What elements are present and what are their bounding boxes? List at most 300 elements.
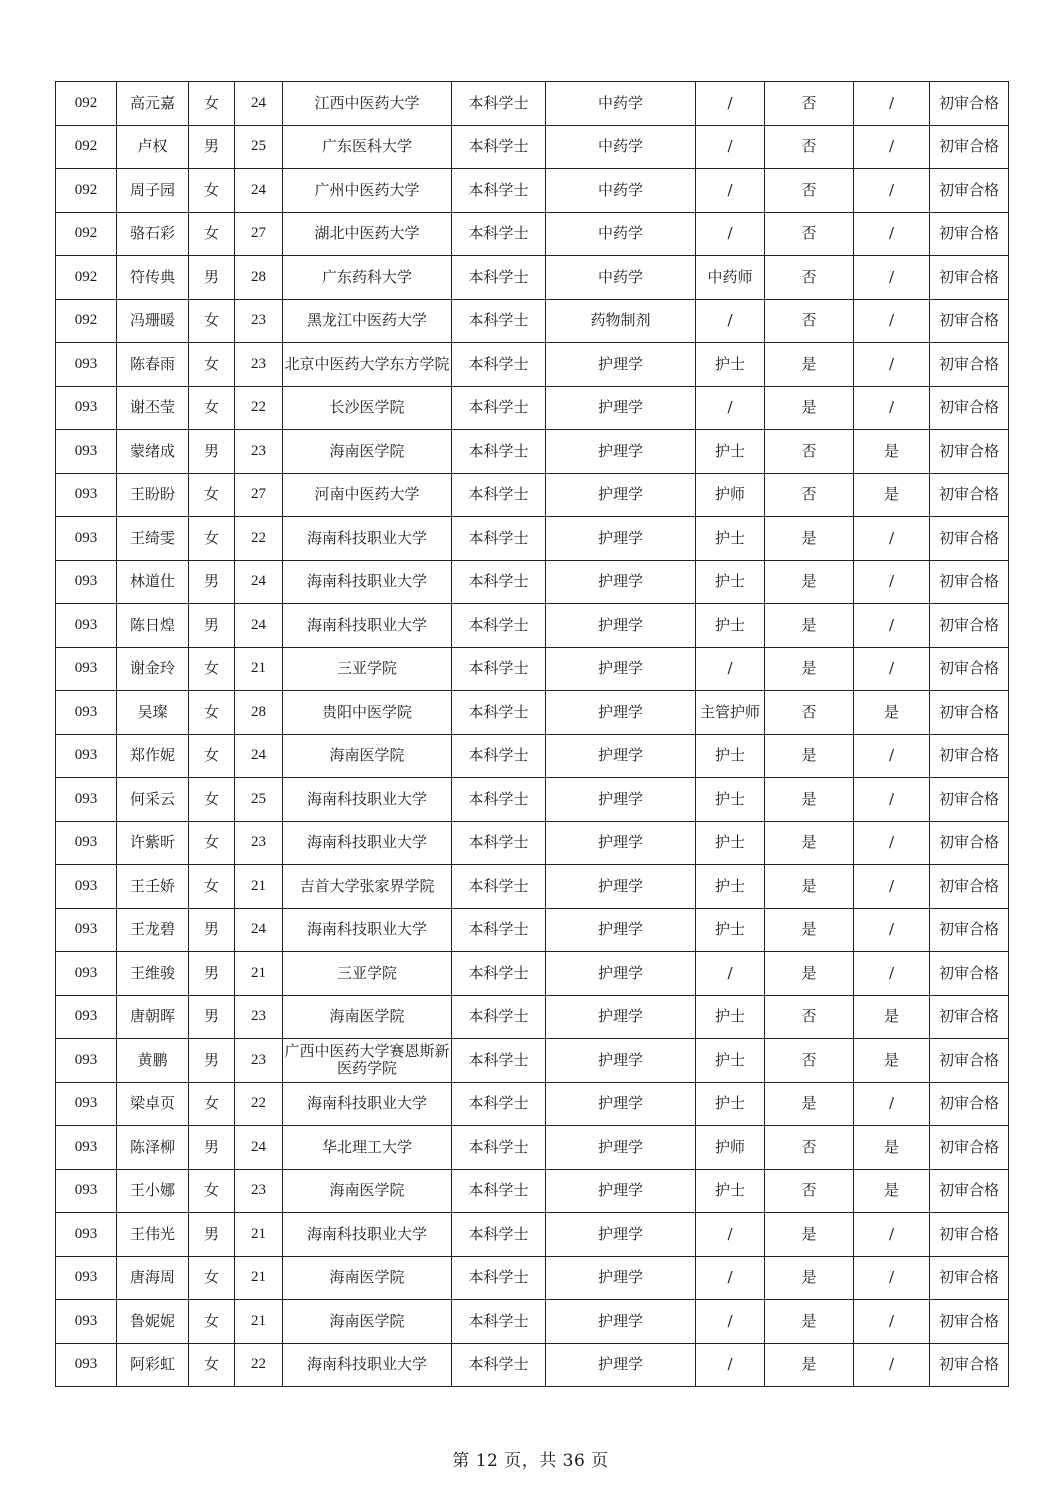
school-cell: 海南科技职业大学 bbox=[283, 517, 452, 561]
age-cell: 23 bbox=[235, 995, 283, 1039]
qualification-cell: 护士 bbox=[696, 517, 765, 561]
table-row bbox=[56, 1213, 1009, 1257]
age-cell: 27 bbox=[235, 473, 283, 517]
degree-cell: 本科学士 bbox=[452, 517, 546, 561]
review-result-cell: 初审合格 bbox=[930, 691, 1009, 735]
name-cell: 王伟光 bbox=[117, 1213, 189, 1257]
review-result-cell: 初审合格 bbox=[930, 1126, 1009, 1170]
review-result-cell: 初审合格 bbox=[930, 212, 1009, 256]
major-cell: 护理学 bbox=[546, 821, 696, 865]
name-cell: 鲁妮妮 bbox=[117, 1300, 189, 1344]
gender-cell: 女 bbox=[189, 691, 235, 735]
experience-cell: / bbox=[854, 169, 930, 213]
degree-cell: 本科学士 bbox=[452, 125, 546, 169]
age-cell: 21 bbox=[235, 1256, 283, 1300]
school-cell: 海南科技职业大学 bbox=[283, 1082, 452, 1126]
degree-cell: 本科学士 bbox=[452, 1213, 546, 1257]
age-cell: 24 bbox=[235, 169, 283, 213]
fresh-graduate-cell: 是 bbox=[765, 647, 854, 691]
qualification-cell: 护士 bbox=[696, 821, 765, 865]
age-cell: 21 bbox=[235, 1213, 283, 1257]
qualification-cell: 护士 bbox=[696, 908, 765, 952]
experience-cell: 是 bbox=[854, 430, 930, 474]
major-cell: 护理学 bbox=[546, 1300, 696, 1344]
gender-cell: 男 bbox=[189, 1126, 235, 1170]
age-cell: 23 bbox=[235, 430, 283, 474]
position-code-cell: 093 bbox=[56, 778, 117, 822]
experience-cell: / bbox=[854, 1213, 930, 1257]
position-code-cell: 092 bbox=[56, 256, 117, 300]
age-cell: 24 bbox=[235, 604, 283, 648]
experience-cell: / bbox=[854, 821, 930, 865]
major-cell: 护理学 bbox=[546, 865, 696, 909]
qualification-cell: 护士 bbox=[696, 1169, 765, 1213]
qualification-cell: / bbox=[696, 1256, 765, 1300]
review-result-cell: 初审合格 bbox=[930, 734, 1009, 778]
name-cell: 骆石彩 bbox=[117, 212, 189, 256]
table-row bbox=[56, 1300, 1009, 1344]
experience-cell: / bbox=[854, 865, 930, 909]
review-result-cell: 初审合格 bbox=[930, 778, 1009, 822]
age-cell: 22 bbox=[235, 517, 283, 561]
major-cell: 药物制剂 bbox=[546, 299, 696, 343]
review-result-cell: 初审合格 bbox=[930, 256, 1009, 300]
table-row bbox=[56, 865, 1009, 909]
gender-cell: 男 bbox=[189, 1213, 235, 1257]
position-code-cell: 093 bbox=[56, 1343, 117, 1387]
gender-cell: 女 bbox=[189, 169, 235, 213]
table-row bbox=[56, 82, 1009, 126]
age-cell: 22 bbox=[235, 386, 283, 430]
degree-cell: 本科学士 bbox=[452, 1300, 546, 1344]
major-cell: 护理学 bbox=[546, 430, 696, 474]
major-cell: 护理学 bbox=[546, 691, 696, 735]
fresh-graduate-cell: 否 bbox=[765, 299, 854, 343]
position-code-cell: 093 bbox=[56, 995, 117, 1039]
qualification-cell: / bbox=[696, 212, 765, 256]
major-cell: 护理学 bbox=[546, 386, 696, 430]
review-result-cell: 初审合格 bbox=[930, 1169, 1009, 1213]
fresh-graduate-cell: 否 bbox=[765, 995, 854, 1039]
school-cell: 海南医学院 bbox=[283, 734, 452, 778]
school-cell: 海南科技职业大学 bbox=[283, 821, 452, 865]
gender-cell: 女 bbox=[189, 386, 235, 430]
age-cell: 27 bbox=[235, 212, 283, 256]
experience-cell: / bbox=[854, 647, 930, 691]
major-cell: 护理学 bbox=[546, 1213, 696, 1257]
position-code-cell: 093 bbox=[56, 952, 117, 996]
gender-cell: 男 bbox=[189, 908, 235, 952]
table-row bbox=[56, 952, 1009, 996]
qualification-cell: 护士 bbox=[696, 1039, 765, 1083]
name-cell: 王龙碧 bbox=[117, 908, 189, 952]
qualification-cell: / bbox=[696, 647, 765, 691]
age-cell: 24 bbox=[235, 82, 283, 126]
fresh-graduate-cell: 否 bbox=[765, 169, 854, 213]
gender-cell: 女 bbox=[189, 1082, 235, 1126]
fresh-graduate-cell: 否 bbox=[765, 473, 854, 517]
major-cell: 护理学 bbox=[546, 1169, 696, 1213]
gender-cell: 女 bbox=[189, 517, 235, 561]
table-row bbox=[56, 386, 1009, 430]
table-row bbox=[56, 778, 1009, 822]
experience-cell: / bbox=[854, 952, 930, 996]
age-cell: 21 bbox=[235, 865, 283, 909]
position-code-cell: 093 bbox=[56, 517, 117, 561]
degree-cell: 本科学士 bbox=[452, 473, 546, 517]
school-cell: 长沙医学院 bbox=[283, 386, 452, 430]
name-cell: 卢权 bbox=[117, 125, 189, 169]
fresh-graduate-cell: 否 bbox=[765, 430, 854, 474]
age-cell: 23 bbox=[235, 1039, 283, 1083]
gender-cell: 女 bbox=[189, 82, 235, 126]
school-cell: 三亚学院 bbox=[283, 952, 452, 996]
gender-cell: 男 bbox=[189, 430, 235, 474]
table-row bbox=[56, 1039, 1009, 1083]
major-cell: 护理学 bbox=[546, 1343, 696, 1387]
experience-cell: / bbox=[854, 82, 930, 126]
table-row bbox=[56, 169, 1009, 213]
qualification-cell: / bbox=[696, 952, 765, 996]
fresh-graduate-cell: 否 bbox=[765, 691, 854, 735]
table-body bbox=[56, 82, 1009, 1387]
degree-cell: 本科学士 bbox=[452, 1169, 546, 1213]
major-cell: 护理学 bbox=[546, 604, 696, 648]
school-cell: 海南科技职业大学 bbox=[283, 1343, 452, 1387]
qualification-cell: / bbox=[696, 1343, 765, 1387]
gender-cell: 男 bbox=[189, 125, 235, 169]
fresh-graduate-cell: 是 bbox=[765, 1300, 854, 1344]
age-cell: 28 bbox=[235, 691, 283, 735]
table-row bbox=[56, 343, 1009, 387]
gender-cell: 女 bbox=[189, 778, 235, 822]
school-cell: 广西中医药大学赛恩斯新医药学院 bbox=[283, 1039, 452, 1083]
fresh-graduate-cell: 是 bbox=[765, 604, 854, 648]
table-row bbox=[56, 691, 1009, 735]
fresh-graduate-cell: 是 bbox=[765, 560, 854, 604]
degree-cell: 本科学士 bbox=[452, 952, 546, 996]
school-cell: 黑龙江中医药大学 bbox=[283, 299, 452, 343]
position-code-cell: 093 bbox=[56, 647, 117, 691]
qualification-cell: 护士 bbox=[696, 865, 765, 909]
table-row bbox=[56, 647, 1009, 691]
fresh-graduate-cell: 是 bbox=[765, 1343, 854, 1387]
review-result-cell: 初审合格 bbox=[930, 473, 1009, 517]
degree-cell: 本科学士 bbox=[452, 560, 546, 604]
position-code-cell: 093 bbox=[56, 865, 117, 909]
school-cell: 海南医学院 bbox=[283, 995, 452, 1039]
experience-cell: / bbox=[854, 517, 930, 561]
age-cell: 21 bbox=[235, 1300, 283, 1344]
review-result-cell: 初审合格 bbox=[930, 604, 1009, 648]
gender-cell: 男 bbox=[189, 995, 235, 1039]
degree-cell: 本科学士 bbox=[452, 604, 546, 648]
name-cell: 王维骏 bbox=[117, 952, 189, 996]
qualification-cell: / bbox=[696, 1213, 765, 1257]
school-cell: 广东药科大学 bbox=[283, 256, 452, 300]
position-code-cell: 093 bbox=[56, 1300, 117, 1344]
school-cell: 海南科技职业大学 bbox=[283, 560, 452, 604]
gender-cell: 女 bbox=[189, 1256, 235, 1300]
review-result-cell: 初审合格 bbox=[930, 952, 1009, 996]
position-code-cell: 093 bbox=[56, 560, 117, 604]
position-code-cell: 093 bbox=[56, 604, 117, 648]
position-code-cell: 093 bbox=[56, 386, 117, 430]
position-code-cell: 092 bbox=[56, 212, 117, 256]
school-cell: 广东医科大学 bbox=[283, 125, 452, 169]
degree-cell: 本科学士 bbox=[452, 1126, 546, 1170]
school-cell: 海南医学院 bbox=[283, 430, 452, 474]
age-cell: 28 bbox=[235, 256, 283, 300]
name-cell: 唐海周 bbox=[117, 1256, 189, 1300]
gender-cell: 男 bbox=[189, 952, 235, 996]
age-cell: 25 bbox=[235, 778, 283, 822]
position-code-cell: 093 bbox=[56, 1213, 117, 1257]
qualification-cell: 主管护师 bbox=[696, 691, 765, 735]
name-cell: 陈春雨 bbox=[117, 343, 189, 387]
age-cell: 24 bbox=[235, 734, 283, 778]
position-code-cell: 092 bbox=[56, 82, 117, 126]
experience-cell: / bbox=[854, 778, 930, 822]
school-cell: 海南科技职业大学 bbox=[283, 604, 452, 648]
name-cell: 周子园 bbox=[117, 169, 189, 213]
degree-cell: 本科学士 bbox=[452, 1082, 546, 1126]
major-cell: 中药学 bbox=[546, 125, 696, 169]
age-cell: 21 bbox=[235, 952, 283, 996]
qualification-cell: 护士 bbox=[696, 734, 765, 778]
qualification-cell: / bbox=[696, 169, 765, 213]
review-result-cell: 初审合格 bbox=[930, 343, 1009, 387]
name-cell: 梁卓页 bbox=[117, 1082, 189, 1126]
review-result-cell: 初审合格 bbox=[930, 1343, 1009, 1387]
position-code-cell: 093 bbox=[56, 691, 117, 735]
table-row bbox=[56, 430, 1009, 474]
name-cell: 郑作妮 bbox=[117, 734, 189, 778]
experience-cell: / bbox=[854, 125, 930, 169]
gender-cell: 女 bbox=[189, 647, 235, 691]
review-result-cell: 初审合格 bbox=[930, 82, 1009, 126]
name-cell: 唐朝晖 bbox=[117, 995, 189, 1039]
experience-cell: / bbox=[854, 256, 930, 300]
age-cell: 24 bbox=[235, 560, 283, 604]
gender-cell: 男 bbox=[189, 1039, 235, 1083]
major-cell: 护理学 bbox=[546, 473, 696, 517]
review-result-cell: 初审合格 bbox=[930, 865, 1009, 909]
table-row bbox=[56, 1082, 1009, 1126]
gender-cell: 男 bbox=[189, 604, 235, 648]
gender-cell: 女 bbox=[189, 734, 235, 778]
degree-cell: 本科学士 bbox=[452, 908, 546, 952]
major-cell: 护理学 bbox=[546, 647, 696, 691]
experience-cell: 是 bbox=[854, 995, 930, 1039]
major-cell: 护理学 bbox=[546, 1126, 696, 1170]
school-cell: 海南科技职业大学 bbox=[283, 908, 452, 952]
major-cell: 护理学 bbox=[546, 1082, 696, 1126]
degree-cell: 本科学士 bbox=[452, 430, 546, 474]
position-code-cell: 093 bbox=[56, 908, 117, 952]
review-result-cell: 初审合格 bbox=[930, 517, 1009, 561]
age-cell: 25 bbox=[235, 125, 283, 169]
table-row bbox=[56, 125, 1009, 169]
qualification-cell: / bbox=[696, 386, 765, 430]
gender-cell: 男 bbox=[189, 256, 235, 300]
position-code-cell: 093 bbox=[56, 1039, 117, 1083]
review-result-cell: 初审合格 bbox=[930, 1300, 1009, 1344]
name-cell: 谢金玲 bbox=[117, 647, 189, 691]
table-row bbox=[56, 604, 1009, 648]
school-cell: 海南医学院 bbox=[283, 1256, 452, 1300]
school-cell: 海南医学院 bbox=[283, 1169, 452, 1213]
review-result-cell: 初审合格 bbox=[930, 1039, 1009, 1083]
experience-cell: / bbox=[854, 560, 930, 604]
degree-cell: 本科学士 bbox=[452, 734, 546, 778]
qualification-cell: 中药师 bbox=[696, 256, 765, 300]
candidate-table bbox=[55, 81, 1009, 1387]
major-cell: 护理学 bbox=[546, 734, 696, 778]
experience-cell: / bbox=[854, 1256, 930, 1300]
table-row bbox=[56, 734, 1009, 778]
school-cell: 广州中医药大学 bbox=[283, 169, 452, 213]
position-code-cell: 093 bbox=[56, 734, 117, 778]
experience-cell: / bbox=[854, 908, 930, 952]
degree-cell: 本科学士 bbox=[452, 865, 546, 909]
name-cell: 王小娜 bbox=[117, 1169, 189, 1213]
fresh-graduate-cell: 否 bbox=[765, 256, 854, 300]
name-cell: 阿彩虹 bbox=[117, 1343, 189, 1387]
review-result-cell: 初审合格 bbox=[930, 125, 1009, 169]
position-code-cell: 092 bbox=[56, 299, 117, 343]
name-cell: 许紫昕 bbox=[117, 821, 189, 865]
age-cell: 22 bbox=[235, 1343, 283, 1387]
experience-cell: / bbox=[854, 1082, 930, 1126]
degree-cell: 本科学士 bbox=[452, 299, 546, 343]
degree-cell: 本科学士 bbox=[452, 1039, 546, 1083]
major-cell: 中药学 bbox=[546, 169, 696, 213]
experience-cell: / bbox=[854, 343, 930, 387]
position-code-cell: 093 bbox=[56, 821, 117, 865]
major-cell: 护理学 bbox=[546, 1256, 696, 1300]
table-row bbox=[56, 1343, 1009, 1387]
experience-cell: 是 bbox=[854, 1126, 930, 1170]
review-result-cell: 初审合格 bbox=[930, 430, 1009, 474]
fresh-graduate-cell: 是 bbox=[765, 778, 854, 822]
degree-cell: 本科学士 bbox=[452, 647, 546, 691]
page-footer: 第 12 页，共 36 页 bbox=[452, 1451, 609, 1471]
name-cell: 林道仕 bbox=[117, 560, 189, 604]
fresh-graduate-cell: 是 bbox=[765, 908, 854, 952]
review-result-cell: 初审合格 bbox=[930, 647, 1009, 691]
experience-cell: / bbox=[854, 386, 930, 430]
qualification-cell: / bbox=[696, 82, 765, 126]
fresh-graduate-cell: 是 bbox=[765, 1256, 854, 1300]
fresh-graduate-cell: 否 bbox=[765, 1169, 854, 1213]
major-cell: 中药学 bbox=[546, 82, 696, 126]
age-cell: 22 bbox=[235, 1082, 283, 1126]
fresh-graduate-cell: 是 bbox=[765, 1082, 854, 1126]
gender-cell: 女 bbox=[189, 821, 235, 865]
age-cell: 21 bbox=[235, 647, 283, 691]
degree-cell: 本科学士 bbox=[452, 386, 546, 430]
experience-cell: / bbox=[854, 604, 930, 648]
gender-cell: 女 bbox=[189, 865, 235, 909]
major-cell: 护理学 bbox=[546, 995, 696, 1039]
degree-cell: 本科学士 bbox=[452, 82, 546, 126]
table-row bbox=[56, 1126, 1009, 1170]
name-cell: 陈日煌 bbox=[117, 604, 189, 648]
review-result-cell: 初审合格 bbox=[930, 1213, 1009, 1257]
experience-cell: / bbox=[854, 299, 930, 343]
position-code-cell: 093 bbox=[56, 473, 117, 517]
position-code-cell: 093 bbox=[56, 1126, 117, 1170]
name-cell: 何采云 bbox=[117, 778, 189, 822]
fresh-graduate-cell: 是 bbox=[765, 1213, 854, 1257]
gender-cell: 女 bbox=[189, 1169, 235, 1213]
position-code-cell: 093 bbox=[56, 343, 117, 387]
qualification-cell: 护士 bbox=[696, 995, 765, 1039]
fresh-graduate-cell: 是 bbox=[765, 821, 854, 865]
age-cell: 23 bbox=[235, 1169, 283, 1213]
degree-cell: 本科学士 bbox=[452, 256, 546, 300]
name-cell: 符传典 bbox=[117, 256, 189, 300]
qualification-cell: 护师 bbox=[696, 473, 765, 517]
fresh-graduate-cell: 是 bbox=[765, 952, 854, 996]
fresh-graduate-cell: 是 bbox=[765, 734, 854, 778]
age-cell: 24 bbox=[235, 908, 283, 952]
review-result-cell: 初审合格 bbox=[930, 386, 1009, 430]
table-row bbox=[56, 821, 1009, 865]
major-cell: 中药学 bbox=[546, 256, 696, 300]
gender-cell: 女 bbox=[189, 212, 235, 256]
fresh-graduate-cell: 否 bbox=[765, 1039, 854, 1083]
school-cell: 海南科技职业大学 bbox=[283, 1213, 452, 1257]
gender-cell: 女 bbox=[189, 299, 235, 343]
position-code-cell: 093 bbox=[56, 1169, 117, 1213]
experience-cell: 是 bbox=[854, 691, 930, 735]
position-code-cell: 093 bbox=[56, 430, 117, 474]
degree-cell: 本科学士 bbox=[452, 1343, 546, 1387]
major-cell: 护理学 bbox=[546, 908, 696, 952]
name-cell: 王盼盼 bbox=[117, 473, 189, 517]
gender-cell: 女 bbox=[189, 473, 235, 517]
position-code-cell: 092 bbox=[56, 125, 117, 169]
qualification-cell: 护士 bbox=[696, 343, 765, 387]
qualification-cell: / bbox=[696, 299, 765, 343]
degree-cell: 本科学士 bbox=[452, 995, 546, 1039]
age-cell: 23 bbox=[235, 299, 283, 343]
school-cell: 海南医学院 bbox=[283, 1300, 452, 1344]
name-cell: 黄鹏 bbox=[117, 1039, 189, 1083]
experience-cell: / bbox=[854, 1300, 930, 1344]
degree-cell: 本科学士 bbox=[452, 212, 546, 256]
name-cell: 蒙绪成 bbox=[117, 430, 189, 474]
table-row bbox=[56, 212, 1009, 256]
degree-cell: 本科学士 bbox=[452, 691, 546, 735]
position-code-cell: 093 bbox=[56, 1256, 117, 1300]
experience-cell: / bbox=[854, 1343, 930, 1387]
school-cell: 华北理工大学 bbox=[283, 1126, 452, 1170]
table-row bbox=[56, 1256, 1009, 1300]
table-row bbox=[56, 517, 1009, 561]
school-cell: 三亚学院 bbox=[283, 647, 452, 691]
qualification-cell: 护士 bbox=[696, 1082, 765, 1126]
qualification-cell: 护士 bbox=[696, 430, 765, 474]
degree-cell: 本科学士 bbox=[452, 169, 546, 213]
age-cell: 23 bbox=[235, 343, 283, 387]
review-result-cell: 初审合格 bbox=[930, 821, 1009, 865]
table-row bbox=[56, 560, 1009, 604]
experience-cell: 是 bbox=[854, 1039, 930, 1083]
table-row bbox=[56, 473, 1009, 517]
